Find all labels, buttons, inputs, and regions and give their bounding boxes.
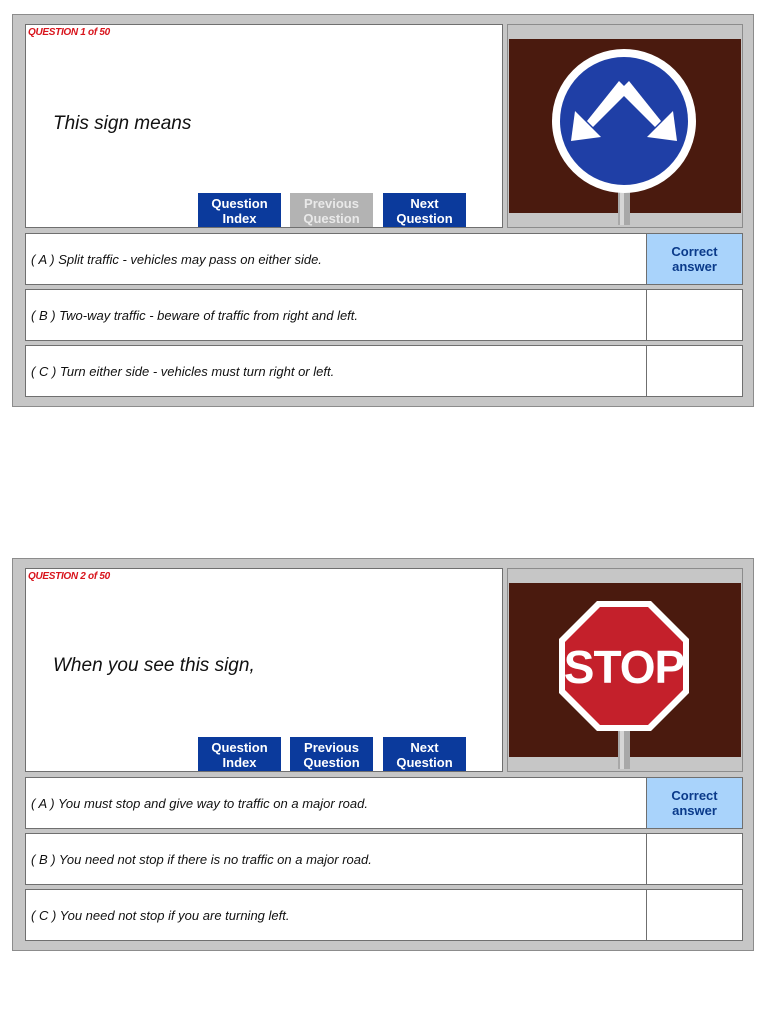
previous-question-label: Previous Question	[303, 195, 360, 226]
answer-option-c[interactable]	[25, 889, 743, 941]
answer-indicator	[646, 346, 742, 396]
answer-option-b[interactable]	[25, 289, 743, 341]
question-index-button[interactable]	[198, 737, 281, 771]
option-label: ( C ) You need not stop if you are turning left.	[31, 908, 290, 923]
correct-answer-indicator: Correct answer	[646, 234, 742, 284]
previous-question-button	[290, 193, 373, 227]
correct-answer-indicator: Correct answer	[646, 778, 742, 828]
previous-question-label: Previous Question	[303, 739, 360, 770]
answer-indicator	[646, 834, 742, 884]
next-question-button[interactable]	[383, 737, 466, 771]
option-label: ( B ) Two-way traffic - beware of traffic from right and left.	[31, 308, 359, 323]
answer-indicator	[646, 290, 742, 340]
previous-question-button[interactable]	[290, 737, 373, 771]
question-text: This sign means	[53, 113, 192, 134]
pass-either-side-sign-icon	[509, 39, 741, 225]
answer-option-a[interactable]	[25, 233, 743, 285]
question-index-label: Question Index	[211, 739, 268, 770]
question-index-label: Question Index	[211, 195, 268, 226]
question-card-2	[12, 558, 754, 951]
next-question-label: Next Question	[396, 739, 453, 770]
answer-indicator	[646, 890, 742, 940]
option-label: ( A ) You must stop and give way to traffic on a major road.	[31, 796, 368, 811]
option-label: ( B ) You need not stop if there is no traffic on a major road.	[31, 852, 372, 867]
answer-option-b[interactable]	[25, 833, 743, 885]
question-panel	[25, 568, 503, 772]
option-label: ( C ) Turn either side - vehicles must turn right or left.	[31, 364, 335, 379]
question-card-1	[12, 14, 754, 407]
question-number: QUESTION 1 of 50	[28, 27, 110, 38]
option-label: ( A ) Split traffic - vehicles may pass on either side.	[31, 252, 322, 267]
question-number: QUESTION 2 of 50	[28, 571, 110, 582]
answer-option-a[interactable]	[25, 777, 743, 829]
stop-sign-icon	[509, 583, 741, 769]
next-question-button[interactable]	[383, 193, 466, 227]
question-text: When you see this sign,	[53, 655, 255, 676]
sign-image-panel	[507, 568, 743, 772]
sign-image-panel	[507, 24, 743, 228]
next-question-label: Next Question	[396, 195, 453, 226]
question-panel	[25, 24, 503, 228]
stop-sign-text: STOP	[563, 641, 685, 693]
answer-option-c[interactable]	[25, 345, 743, 397]
question-index-button[interactable]	[198, 193, 281, 227]
